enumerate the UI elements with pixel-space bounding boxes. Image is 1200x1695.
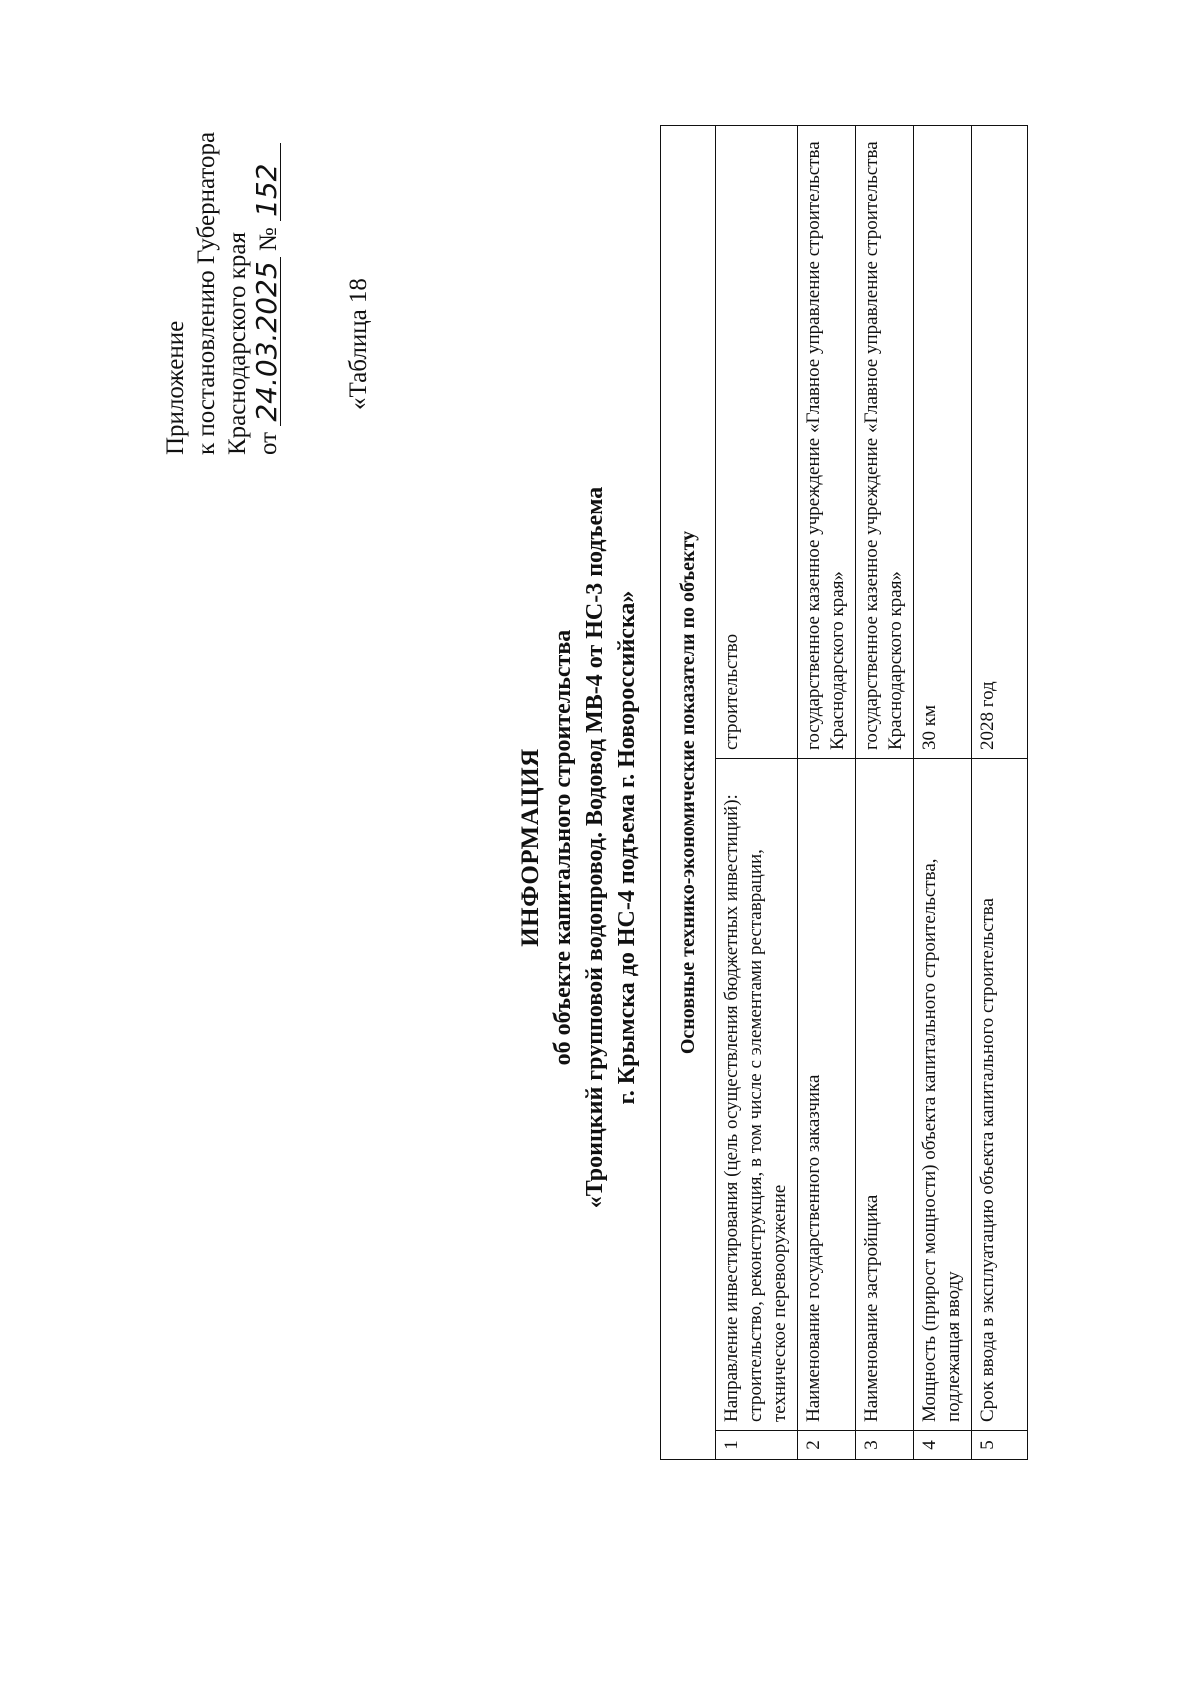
appendix-line-1: Приложение (162, 320, 189, 455)
appendix-block (160, 0, 284, 455)
title-heading: ИНФОРМАЦИЯ (517, 748, 544, 947)
table-row (914, 126, 972, 1460)
row-name: Мощность (прирост мощности) объекта капитального строительства, подлежащая вводу (914, 759, 972, 1431)
document-title (515, 0, 643, 1695)
row-value: строительство (716, 126, 798, 759)
row-value: 30 км (914, 126, 972, 759)
row-name: Наименование застройщика (856, 759, 914, 1431)
table-row (972, 126, 1028, 1460)
row-number: 4 (914, 1431, 972, 1460)
row-value: государственное казенное учреждение «Главное управление строительства Краснодарского края» (798, 126, 856, 759)
appendix-date-line (250, 0, 284, 455)
table-row (798, 126, 856, 1460)
row-number: 2 (798, 1431, 856, 1460)
table-row (716, 126, 798, 1460)
table-header-row (661, 126, 716, 1460)
row-name: Срок ввода в эксплуатацию объекта капитального строительства (972, 759, 1028, 1431)
row-value: государственное казенное учреждение «Главное управление строительства Краснодарского края» (856, 126, 914, 759)
number-sign: № (255, 227, 282, 252)
row-name: Наименование государственного заказчика (798, 759, 856, 1431)
row-number: 3 (856, 1431, 914, 1460)
title-line-2: «Троицкий групповой водопровод. Водовод МВ-4 от НС-3 подъема (582, 486, 608, 1209)
row-number: 1 (716, 1431, 798, 1460)
title-line-1: об объекте капитального строительства (550, 629, 576, 1066)
appendix-line-2: к постановлению Губернатора (193, 131, 220, 455)
title-line-3: г. Крымска до НС-4 подъема г. Новороссийска» (614, 590, 640, 1105)
row-value: 2028 год (972, 126, 1028, 759)
date-prefix: от (255, 431, 282, 455)
handwritten-number: 152 (254, 143, 281, 221)
appendix-line-3: Краснодарского края (224, 232, 251, 455)
indicators-table (660, 125, 1028, 1460)
table-row (856, 126, 914, 1460)
row-name: Направление инвестирования (цель осуществления бюджетных инвестиций): строительство, реконструкция, в том числе с элементами реставрации, техническое перевооружение (716, 759, 798, 1431)
row-number: 5 (972, 1431, 1028, 1460)
table-header: Основные технико-экономические показатели по объекту (661, 126, 716, 1460)
handwritten-date: 24.03.2025 (254, 257, 281, 425)
table-caption: «Таблица 18 (345, 278, 372, 410)
